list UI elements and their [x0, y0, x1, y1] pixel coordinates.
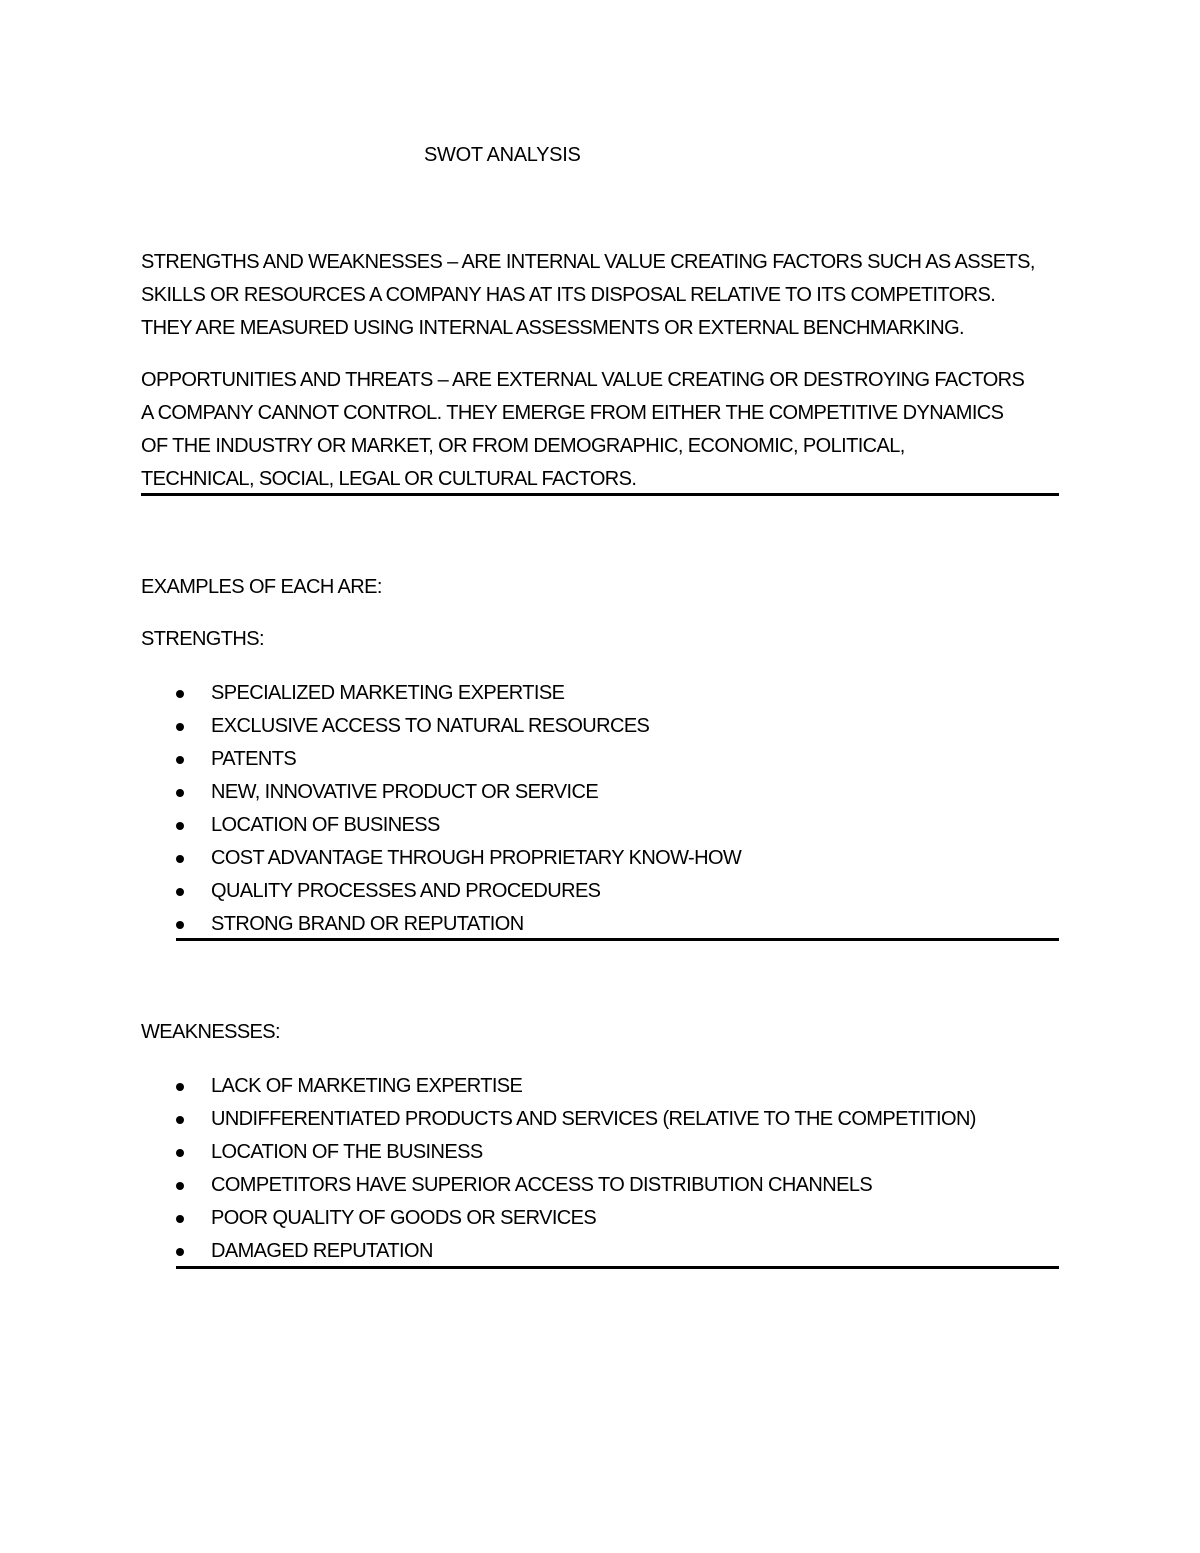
- bullet-icon: [176, 1149, 184, 1157]
- page-title: SWOT ANALYSIS: [424, 144, 581, 166]
- paragraph-line: TECHNICAL, SOCIAL, LEGAL OR CULTURAL FACTORS.: [141, 468, 637, 490]
- paragraph-line: THEY ARE MEASURED USING INTERNAL ASSESSMENTS OR EXTERNAL BENCHMARKING.: [141, 317, 964, 339]
- section-divider: [141, 493, 1059, 496]
- bullet-icon: [176, 1083, 184, 1091]
- bullet-icon: [176, 1215, 184, 1223]
- strengths-heading: STRENGTHS:: [141, 628, 264, 650]
- paragraph-line: STRENGTHS AND WEAKNESSES – ARE INTERNAL VALUE CREATING FACTORS SUCH AS ASSETS,: [141, 251, 1035, 273]
- bullet-icon: [176, 756, 184, 764]
- examples-heading: EXAMPLES OF EACH ARE:: [141, 576, 382, 598]
- strengths-weaknesses-paragraph: [141, 246, 1061, 345]
- bullet-icon: [176, 1248, 184, 1256]
- paragraph-line: OPPORTUNITIES AND THREATS – ARE EXTERNAL VALUE CREATING OR DESTROYING FACTORS: [141, 369, 1025, 391]
- bullet-icon: [176, 921, 184, 929]
- bullet-icon: [176, 789, 184, 797]
- paragraph-line: A COMPANY CANNOT CONTROL. THEY EMERGE FROM EITHER THE COMPETITIVE DYNAMICS: [141, 402, 1004, 424]
- bullet-icon: [176, 690, 184, 698]
- section-divider: [176, 1266, 1059, 1269]
- weaknesses-heading: WEAKNESSES:: [141, 1021, 280, 1043]
- paragraph-line: SKILLS OR RESOURCES A COMPANY HAS AT ITS DISPOSAL RELATIVE TO ITS COMPETITORS.: [141, 284, 996, 306]
- section-divider: [176, 938, 1059, 941]
- bullet-icon: [176, 888, 184, 896]
- bullet-icon: [176, 822, 184, 830]
- paragraph-line: OF THE INDUSTRY OR MARKET, OR FROM DEMOGRAPHIC, ECONOMIC, POLITICAL,: [141, 435, 905, 457]
- bullet-icon: [176, 1182, 184, 1190]
- bullet-icon: [176, 855, 184, 863]
- bullet-icon: [176, 1116, 184, 1124]
- document-page: SWOT ANALYSIS STRENGTHS AND WEAKNESSES – ARE INTERNAL VALUE CREATING FACTORS SUCH AS ASSETS, SKILLS OR RESOURCES A COMPANY HAS AT ITS DISPOSAL RELATIVE TO ITS COMPETITORS. THEY ARE MEASURED USING INTERNAL ASSESSMENTS OR EXTERNAL BENCHMARKING. OPPORTUNITIES AND THREATS – ARE EXTERNAL VALUE CREATING OR DESTROYING FACTORS A COMPANY CANNOT CONTROL. THEY EMERGE FROM EITHER THE COMPETITIVE DYNAMICS OF THE INDUSTRY OR MARKET, OR FROM DEMOGRAPHIC, ECONOMIC, POLITICAL, TECHNICAL, SOCIAL, LEGAL OR CULTURAL FACTORS. EXAMPLES OF EACH ARE: STRENGTHS: SPECIALIZED MARKETING EXPERTISE EXCLUSIVE ACCESS TO NATURAL RESOURCES PATENTS NEW, INNOVATIVE PRODUCT OR SERVICE LOCATION OF BUSINESS COST ADVANTAGE THROUGH PROPRIETARY KNOW-HOW QUALITY PROCESSES AND PROCEDURES STRONG BRAND OR REPUTATION WEAKNESSES: LACK OF MARKETING EXPERTISE UNDIFFERENTIATED PRODUCTS AND SERVICES (RELATIVE TO THE COMPETITION) LOCATION OF THE BUSINESS COMPETITORS HAVE SUPERIOR ACCESS TO DISTRIBUTION CHANNELS POOR QUALITY OF GOODS OR SERVICES DAMAGED REPUTATION: [0, 0, 1200, 1553]
- opportunities-threats-paragraph: [141, 364, 1061, 496]
- bullet-icon: [176, 723, 184, 731]
